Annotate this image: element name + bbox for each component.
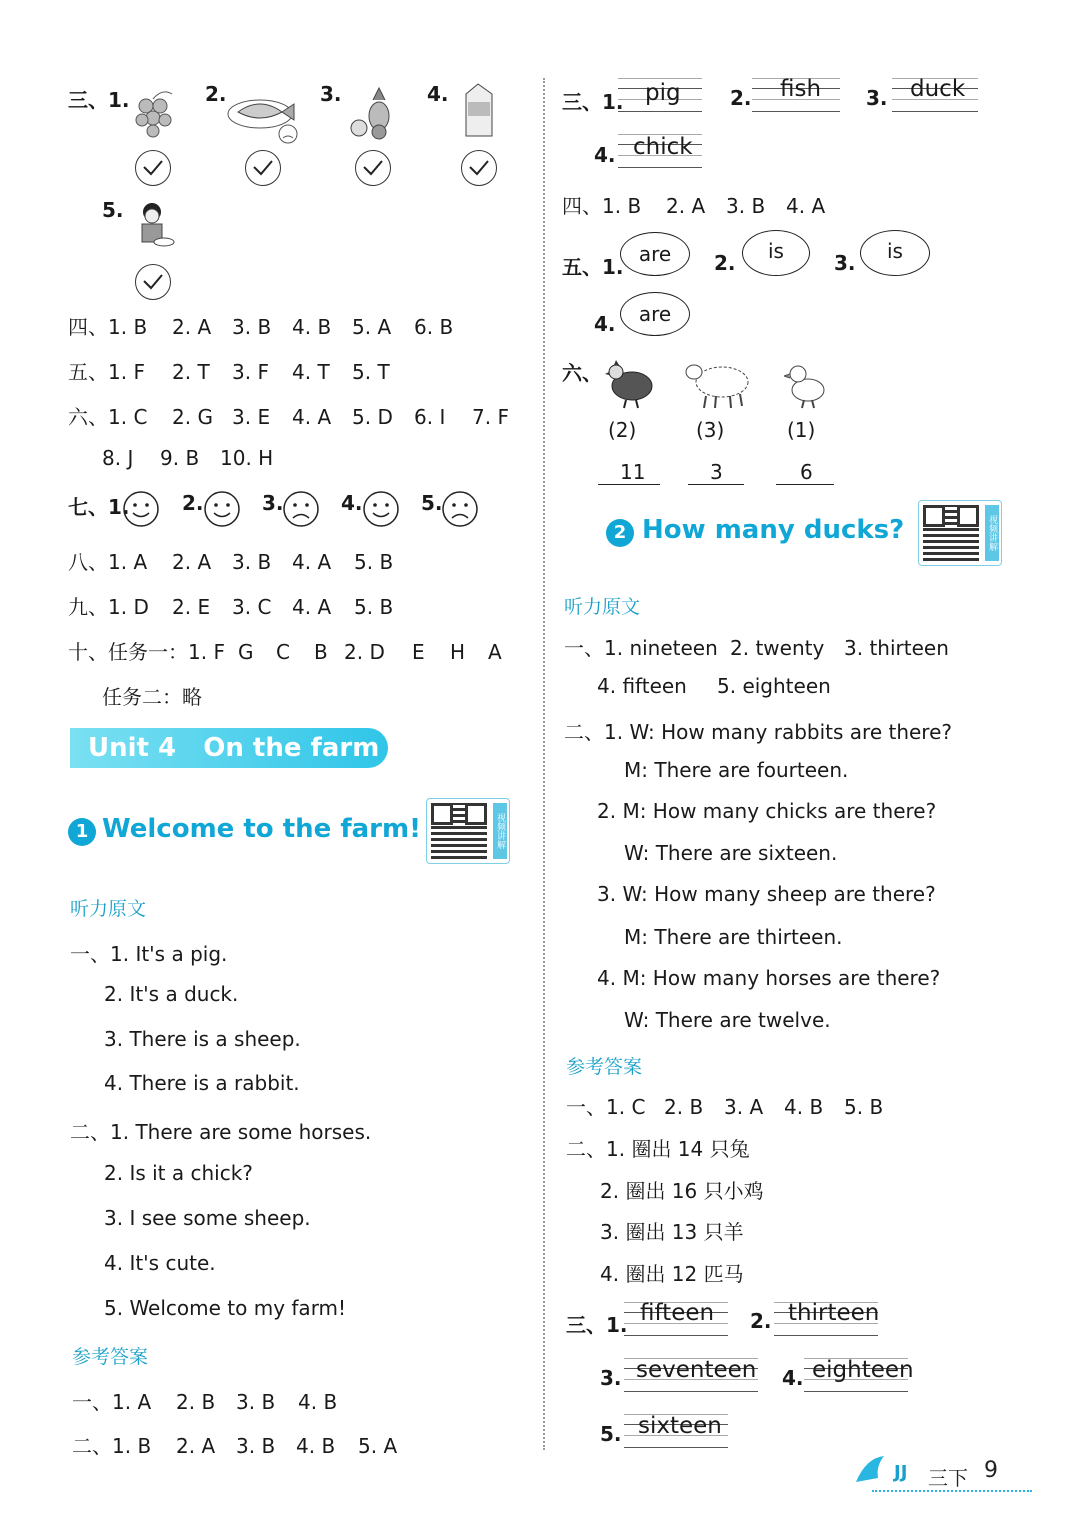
listen-line: 4. M: How many horses are there?: [597, 966, 941, 990]
left-a2-prefix: 二、: [72, 1434, 112, 1458]
right-ls1-row2: [597, 674, 831, 698]
ans: 4. A: [292, 550, 332, 574]
circled-answer: are: [620, 292, 690, 336]
right-ra3-n5: 5.: [600, 1422, 622, 1446]
ans: 1. C: [606, 1095, 646, 1119]
ans: 4. A: [292, 405, 332, 429]
ans: 2. G: [172, 405, 213, 429]
unit-subtitle: On the farm: [203, 733, 380, 763]
ans: G: [238, 640, 254, 664]
right-ra1-prefix: 一、: [566, 1095, 606, 1119]
left-s10-task1: [68, 636, 502, 665]
ans: 5. T: [352, 360, 390, 384]
ans: 2. T: [172, 360, 210, 384]
qr-label: 视频讲解: [493, 803, 507, 859]
listen-line: W: There are twelve.: [624, 1008, 831, 1032]
ans: 3. C: [232, 595, 272, 619]
bird-logo-icon: [852, 1452, 892, 1488]
ans: 1. F: [188, 640, 225, 664]
circle-answer-line: 3. 圈出 13 只羊: [600, 1220, 744, 1244]
column-divider: [543, 78, 545, 1450]
ans: B: [314, 640, 328, 664]
listen-line: 3. W: How many sheep are there?: [597, 882, 936, 906]
ans: 5. D: [352, 405, 393, 429]
ans: 8. J: [102, 446, 134, 470]
answer-word: seventeen: [636, 1357, 757, 1383]
answer-word: pig: [645, 80, 681, 106]
listen-word: 一、1. nineteen: [564, 636, 718, 660]
left-s5-prefix: 五、: [68, 360, 108, 384]
ans: 3. B: [232, 550, 272, 574]
listening-heading: 听力原文: [564, 596, 641, 618]
left-s7-label: 七、1.: [68, 495, 130, 519]
right-r4-prefix: 四、: [562, 194, 602, 218]
left-s3-n5: 5.: [102, 198, 124, 222]
right-ra1: [566, 1091, 883, 1120]
left-s4: [68, 311, 453, 340]
ans: 4. A: [292, 595, 332, 619]
check-circle-2: [245, 150, 281, 186]
left-s7-n5: 5.: [421, 491, 443, 515]
listen-line: 2. Is it a chick?: [104, 1161, 253, 1185]
task1-label: 任务一：: [108, 640, 188, 664]
grade-label: 三下: [928, 1466, 968, 1490]
fish-plate-picture: [226, 92, 302, 144]
ans: 2. A: [172, 315, 212, 339]
answer-word: thirteen: [788, 1300, 880, 1326]
circle-answer-line: 4. 圈出 12 匹马: [600, 1262, 744, 1286]
page-number: 9: [984, 1458, 998, 1483]
count-answer: 3: [710, 460, 723, 484]
listen-line: 5. Welcome to my farm!: [104, 1296, 347, 1320]
left-s4-prefix: 四、: [68, 315, 108, 339]
listen-line: 4. There is a rabbit.: [104, 1071, 300, 1095]
listen-line: 3. I see some sheep.: [104, 1206, 311, 1230]
duckling-picture: [784, 360, 828, 410]
left-a2: [72, 1430, 397, 1459]
ans: 5. B: [354, 595, 394, 619]
circled-answer: is: [742, 230, 810, 276]
right-r3-label: 三、1.: [562, 90, 624, 114]
ans: 3. B: [236, 1434, 276, 1458]
ans: 3. B: [232, 315, 272, 339]
left-s6-row2: [102, 446, 273, 470]
ans: 2. B: [664, 1095, 704, 1119]
listen-word: 2. twenty: [730, 636, 825, 660]
left-s5: [68, 356, 390, 385]
listen-line: M: There are thirteen.: [624, 925, 843, 949]
order-label: (2): [608, 418, 637, 442]
right-r6-label: 六、: [562, 361, 602, 385]
count-answer: 11: [620, 460, 646, 484]
sheep-picture: [682, 358, 754, 410]
listen-line: 二、1. There are some horses.: [70, 1120, 372, 1144]
listen-line: 4. It's cute.: [104, 1251, 216, 1275]
lesson-2-title: How many ducks?: [642, 515, 905, 545]
ans: 1. B: [108, 315, 148, 339]
left-s10-prefix: 十、: [68, 640, 108, 664]
answer-word: eighteen: [812, 1357, 914, 1383]
ans: 1. A: [108, 550, 148, 574]
ans: 2. B: [176, 1390, 216, 1414]
sad-face-icon: [441, 490, 479, 528]
check-circle-4: [461, 150, 497, 186]
order-label: (3): [696, 418, 725, 442]
answer-underline: [688, 484, 744, 485]
right-ra3-n3: 3.: [600, 1366, 622, 1390]
answer-underline: [776, 484, 834, 485]
right-r5-n3: 3.: [834, 251, 856, 275]
ans: 2. A: [666, 194, 706, 218]
right-ra3-n4: 4.: [782, 1366, 804, 1390]
ans: 2. D: [344, 640, 385, 664]
ans: 4. T: [292, 360, 330, 384]
right-ls1-row1: [564, 632, 949, 661]
ans: 3. B: [236, 1390, 276, 1414]
ans: 5. A: [358, 1434, 398, 1458]
ans: H: [450, 640, 466, 664]
ans: 3. A: [724, 1095, 764, 1119]
left-s6-prefix: 六、: [68, 405, 108, 429]
listen-word: 3. thirteen: [844, 636, 949, 660]
check-circle-5: [135, 264, 171, 300]
ans: 4. B: [784, 1095, 824, 1119]
left-s7-n2: 2.: [182, 491, 204, 515]
ans: 4. B: [296, 1434, 336, 1458]
boy-eating-picture: [132, 200, 176, 252]
listen-word: 5. eighteen: [717, 674, 831, 698]
lesson-1-title: Welcome to the farm!: [102, 814, 421, 844]
right-r3-n2: 2.: [730, 86, 752, 110]
circled-answer: are: [620, 232, 690, 276]
left-s10-task2: 任务二：略: [102, 685, 202, 709]
ans: 3. E: [232, 405, 271, 429]
ans: 5. B: [844, 1095, 884, 1119]
left-s3-label: 三、1.: [68, 88, 130, 112]
right-r5-n2: 2.: [714, 251, 736, 275]
lesson-2-badge: 2: [606, 519, 634, 547]
listen-line: 一、1. It's a pig.: [70, 942, 228, 966]
answer-word: fifteen: [640, 1300, 715, 1326]
right-r3-n3: 3.: [866, 86, 888, 110]
grapes-picture: [132, 86, 180, 140]
circled-answer: is: [860, 230, 930, 276]
qr-label: 视频讲解: [985, 505, 999, 561]
listening-heading: 听力原文: [70, 898, 147, 920]
hen-picture: [604, 356, 654, 410]
check-circle-3: [355, 150, 391, 186]
ans: 1. B: [112, 1434, 152, 1458]
listen-line: 2. It's a duck.: [104, 982, 239, 1006]
ans: 1. F: [108, 360, 145, 384]
left-s3-n4: 4.: [427, 82, 449, 106]
listen-line: W: There are sixteen.: [624, 841, 838, 865]
ans: 1. B: [602, 194, 642, 218]
left-a1: [72, 1386, 337, 1415]
ans: 7. F: [472, 405, 509, 429]
answers-heading: 参考答案: [566, 1056, 643, 1078]
ans: 5. B: [354, 550, 394, 574]
right-r4: [562, 190, 825, 219]
listen-word: 4. fifteen: [597, 674, 687, 698]
happy-face-icon: [362, 490, 400, 528]
left-s9: [68, 591, 393, 620]
check-circle-1: [135, 150, 171, 186]
circle-answer-line: 2. 圈出 16 只小鸡: [600, 1179, 764, 1203]
left-s8-prefix: 八、: [68, 550, 108, 574]
ans: 4. B: [292, 315, 332, 339]
answers-heading: 参考答案: [72, 1346, 149, 1368]
left-s8: [68, 546, 393, 575]
answer-word: duck: [910, 76, 966, 102]
happy-face-icon: [122, 490, 160, 528]
ans: 1. D: [108, 595, 149, 619]
unit-number: Unit 4: [88, 733, 177, 763]
fruit-picture: [345, 86, 395, 140]
milk-carton-picture: [462, 82, 496, 140]
right-r3-n4: 4.: [594, 143, 616, 167]
ans: C: [276, 640, 290, 664]
ans: 2. E: [172, 595, 211, 619]
ans: 9. B: [160, 446, 200, 470]
listen-line: 2. M: How many chicks are there?: [597, 799, 937, 823]
left-s3-n2: 2.: [205, 82, 227, 106]
footer-dots: [872, 1490, 1032, 1492]
ans: 4. B: [298, 1390, 338, 1414]
listen-line: M: There are fourteen.: [624, 758, 849, 782]
right-r5-n4: 4.: [594, 312, 616, 336]
ans: 1. C: [108, 405, 148, 429]
happy-face-icon: [203, 490, 241, 528]
left-a1-prefix: 一、: [72, 1390, 112, 1414]
ans: 6. I: [414, 405, 446, 429]
qr-code-icon[interactable]: [918, 500, 1002, 566]
left-s6-row1: [68, 401, 509, 430]
circle-answer-line: 二、1. 圈出 14 只兔: [566, 1137, 750, 1161]
unit-title: [88, 733, 379, 763]
lesson-1-badge: 1: [68, 818, 96, 846]
ans: 1. A: [112, 1390, 152, 1414]
qr-code-icon[interactable]: [426, 798, 510, 864]
left-s9-prefix: 九、: [68, 595, 108, 619]
answer-word: chick: [633, 134, 693, 160]
listen-line: 3. There is a sheep.: [104, 1027, 301, 1051]
right-ra3-n2: 2.: [750, 1309, 772, 1333]
ans: 5. A: [352, 315, 392, 339]
ans: 10. H: [220, 446, 274, 470]
answer-word: sixteen: [638, 1413, 722, 1439]
ans: 6. B: [414, 315, 454, 339]
listen-line: 二、1. W: How many rabbits are there?: [564, 720, 953, 744]
count-answer: 6: [800, 460, 813, 484]
left-s7-n4: 4.: [341, 491, 363, 515]
sad-face-icon: [282, 490, 320, 528]
series-label: JJ: [894, 1462, 908, 1483]
ans: 2. A: [172, 550, 212, 574]
right-r5-label: 五、1.: [562, 255, 624, 279]
ans: 2. A: [176, 1434, 216, 1458]
ans: 3. F: [232, 360, 269, 384]
ans: E: [412, 640, 425, 664]
ans: A: [488, 640, 502, 664]
ans: 3. B: [726, 194, 766, 218]
right-ra3-label: 三、1.: [566, 1313, 628, 1337]
left-s7-n3: 3.: [262, 491, 284, 515]
answer-underline: [598, 484, 660, 485]
order-label: (1): [787, 418, 816, 442]
answer-word: fish: [780, 76, 822, 102]
left-s3-n3: 3.: [320, 82, 342, 106]
ans: 4. A: [786, 194, 826, 218]
